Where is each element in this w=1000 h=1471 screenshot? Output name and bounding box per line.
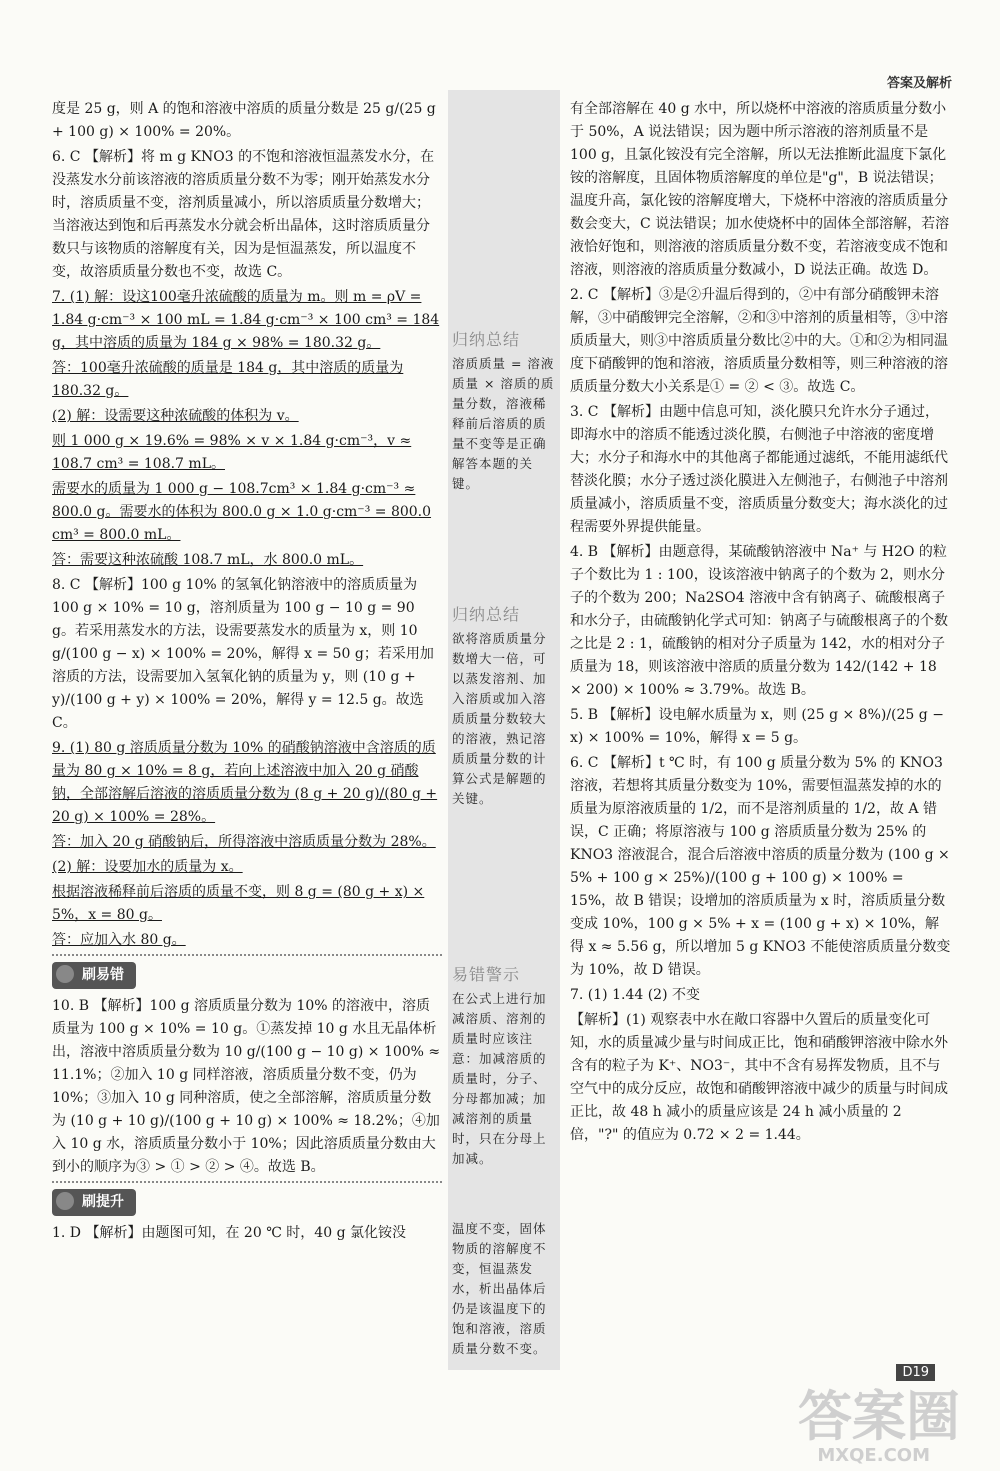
paragraph: 10. B 【解析】100 g 溶质质量分数为 10% 的溶液中，溶质质量为 100 g × 10% = 10 g。①蒸发掉 10 g 水且无晶体析出，溶液中溶质质量分数为 10 g/(100 g − 10 g) × 100% ≈ 11.1%；②加入 10 g 同样溶液，溶质质量分数不变，仍为 10%；③加入 10 g 同种溶质，使之全部溶解，溶质质量分数为 (10 g + 10 g)/(100 g + 10 g) × 100% ≈ 18.2%；④加入 10 g 水，溶质质量分数小于 10%；因此溶质质量分数由大到小的顺序为③ > ① > ② > ④。故选 B。 — [52, 998, 441, 1175]
paragraph: 7. (1) 解：设这100毫升浓硫酸的质量为 m。则 m = ρV = 1.84 g·cm⁻³ × 100 mL = 1.84 g·cm⁻³ × 100 cm³ = 184 g，其中溶质的质量为 184 g × 98% = 180.32 g。 — [52, 289, 440, 351]
paragraph: 2. C 【解析】③是②升温后得到的，②中有部分硝酸钾未溶解，③中硝酸钾完全溶解，②和③中溶剂的质量相等，③中溶质质量大，则③中溶质质量分数比②中的大。①和②为相同温度下硝酸钾的饱和溶液，溶质质量分数相等，则三种溶液的溶质质量分数大小关系是① = ② < ③。故选 C。 — [570, 287, 948, 395]
paragraph: 答：100毫升浓硫酸的质量是 184 g，其中溶质的质量为 180.32 g。 — [52, 360, 404, 399]
paragraph: 3. C 【解析】由题中信息可知，淡化膜只允许水分子通过，即海水中的溶质不能透过淡化膜，右侧池子中溶液的密度增大；水分子和海水中的其他离子都能通过滤纸，不能用滤纸代替淡化膜；水分子透过淡化膜进入左侧池子，右侧池子中溶剂质量减小，溶质质量不变，溶质质量分数变大；海水淡化的过程需要外界提供能量。 — [570, 404, 948, 535]
banner-label: 刷易错 — [82, 967, 124, 983]
side-note-text: 欲将溶质质量分数增大一倍，可以蒸发溶剂、加入溶质或加入溶质质量分数较大的溶液，熟记溶质质量分数的计算公式是解题的关键。 — [452, 631, 547, 806]
side-note-text: 在公式上进行加减溶质、溶剂的质量时应该注意：加减溶质的质量时，分子、分母都加减；加减溶剂的质量时，只在分母上加减。 — [452, 991, 547, 1166]
paragraph: 根据溶液稀释前后溶质的质量不变，则 8 g = (80 g + x) × 5%，x = 80 g。 — [52, 884, 425, 923]
section-divider — [52, 1181, 442, 1183]
paragraph: 6. C 【解析】t ℃ 时，有 100 g 质量分数为 5% 的 KNO3 溶液，若想将其质量分数变为 10%，需要恒温蒸发掉的水的质量为原溶液质量的 1/2，而不是溶剂质量的 1/2，故 A 错误，C 正确；将原溶液与 100 g 溶质质量分数为 25% 的 KNO3 溶液混合，混合后溶液中溶质的质量分数为 (100 g × 5% + 100 g × 25%)/(100 g + 100 g) × 100% = 15%，故 B 错误；设增加的溶质质量为 x 时，溶质质量分数变成 10%，100 g × 5% + x = (100 g + x) × 10%，解得 x ≈ 5.56 g，所以增加 5 g KNO3 不能使溶质质量分数变为 10%，故 D 错误。 — [570, 755, 951, 978]
side-note — [452, 330, 558, 494]
paragraph: 需要水的质量为 1 000 g − 108.7cm³ × 1.84 g·cm⁻³ ≈ 800.0 g。需要水的体积为 800.0 g × 1.0 g·cm⁻³ = 800.0 cm³ = 800.0 mL。 — [52, 481, 432, 543]
paragraph: (2) 解：设要加水的质量为 x。 — [52, 859, 243, 875]
paragraph: 4. B 【解析】由题意得，某硫酸钠溶液中 Na⁺ 与 H2O 的粒子个数比为 1 : 100，设该溶液中钠离子的个数为 2，则水分子的个数为 200；Na2SO4 溶液中含有钠离子、硫酸根离子和水分子，由硫酸钠化学式可知：钠离子与硫酸根离子的个数之比是 2 : 1，硫酸钠的相对分子质量为 142，水的相对分子质量为 18，则该溶液中溶质的质量分数为 142/(142 + 18 × 200) × 100% ≈ 3.79%。故选 B。 — [570, 544, 948, 698]
paragraph: 度是 25 g，则 A 的饱和溶液中溶质的质量分数是 25 g/(25 g + 100 g) × 100% = 20%。 — [52, 101, 436, 140]
paragraph: 1. D 【解析】由题图可知，在 20 ℃ 时，40 g 氯化铵没 — [52, 1225, 406, 1241]
banner-label: 刷提升 — [82, 1194, 124, 1210]
paragraph: 答：应加入水 80 g。 — [52, 932, 186, 948]
side-note — [452, 965, 558, 1169]
page-header: 答案及解析 — [886, 76, 952, 91]
side-note-title: 易错警示 — [452, 965, 521, 984]
paragraph: 则 1 000 g × 19.6% = 98% × v × 1.84 g·cm⁻³，v ≈ 108.7 cm³ = 108.7 mL。 — [52, 433, 412, 472]
paragraph: (2) 解：设需要这种浓硫酸的体积为 v。 — [52, 408, 299, 424]
watermark-url: MXQE.COM — [817, 1445, 930, 1466]
page-number: D19 — [896, 1364, 935, 1381]
side-note-title: 归纳总结 — [452, 605, 521, 624]
paragraph: 8. C 【解析】100 g 10% 的氢氧化钠溶液中的溶质质量为 100 g × 10% = 10 g，溶剂质量为 100 g − 10 g = 90 g。若采用蒸发水的方法，设需要蒸发水的质量为 x，则 10 g/(100 g − x) × 100% = 20%，解得 x = 50 g；若采用加溶质的方法，设需要加入氢氧化钠的质量为 y，则 (10 g + y)/(100 g + y) × 100% = 20%，解得 y = 12.5 g。故选 C。 — [52, 577, 434, 731]
paragraph: 答：加入 20 g 硝酸钠后，所得溶液中溶质质量分数为 28%。 — [52, 834, 436, 850]
left-column — [52, 98, 442, 1247]
paragraph: 有全部溶解在 40 g 水中，所以烧杯中溶液的溶质质量分数小于 50%，A 说法错误；因为题中所示溶液的溶剂质量不是 100 g，且氯化铵没有完全溶解，所以无法推断此温度下氯化铵的溶解度，且固体物质溶解度的单位是"g"，B 说法错误；温度升高，氯化铵的溶解度增大，下烧杯中溶液的溶质质量分数会变大，C 说法错误；加水使烧杯中的固体全部溶解，若溶液恰好饱和，则溶液的溶质质量分数不变，若溶液变成不饱和溶液，则溶液的溶质质量分数减小，D 说法正确。故选 D。 — [570, 101, 950, 278]
banner-icon — [56, 965, 74, 983]
watermark-logo: 答案圈 — [798, 1385, 960, 1448]
right-column — [570, 98, 952, 1149]
side-note — [452, 605, 558, 809]
paragraph: 9. (1) 80 g 溶质质量分数为 10% 的硝酸钠溶液中含溶质的质量为 80 g × 10% = 8 g，若向上述溶液中加入 20 g 硝酸钠，全部溶解后溶液的溶质质量分数为 (8 g + 20 g)/(80 g + 20 g) × 100% = 28%。 — [52, 740, 438, 825]
section-banner-improve — [52, 1189, 136, 1216]
side-note-text: 溶质质量 = 溶液质量 × 溶质的质量分数，溶液稀释前后溶质的质量不变等是正确解答本题的关键。 — [452, 356, 555, 491]
paragraph: 5. B 【解析】设电解水质量为 x，则 (25 g × 8%)/(25 g − x) × 100% = 10%，解得 x = 5 g。 — [570, 707, 944, 746]
side-note — [452, 1215, 558, 1359]
section-divider — [52, 954, 442, 956]
side-note-title: 归纳总结 — [452, 330, 521, 349]
paragraph: 答：需要这种浓硫酸 108.7 mL，水 800.0 mL。 — [52, 552, 364, 568]
paragraph: 6. C 【解析】将 m g KNO3 的不饱和溶液恒温蒸发水分，在没蒸发水分前该溶液的溶质质量分数不为零；刚开始蒸发水分时，溶质质量不变，溶剂质量减小，所以溶质质量分数增大；当溶液达到饱和后再蒸发水分就会析出晶体，这时溶质质量分数只与该物质的溶解度有关，因为是恒温蒸发，所以温度不变，故溶质质量分数也不变，故选 C。 — [52, 149, 435, 280]
section-banner-easy-mistakes — [52, 962, 136, 989]
side-note-text: 温度不变，固体物质的溶解度不变，恒温蒸发水，析出晶体后仍是该温度下的饱和溶液，溶质质量分数不变。 — [452, 1221, 547, 1356]
paragraph: 7. (1) 1.44 (2) 不变 — [570, 987, 700, 1003]
banner-icon — [56, 1192, 74, 1210]
paragraph: 【解析】(1) 观察表中水在敞口容器中久置后的质量变化可知，水的质量减少量与时间成正比，饱和硝酸钾溶液中除水外含有的粒子为 K⁺、NO3⁻，其中不含有易挥发物质，且不与空气中的成分反应，故饱和硝酸钾溶液中减少的质量与时间成正比，故 48 h 减小的质量应该是 24 h 减小质量的 2 倍，"?" 的值应为 0.72 × 2 = 1.44。 — [570, 1012, 948, 1143]
